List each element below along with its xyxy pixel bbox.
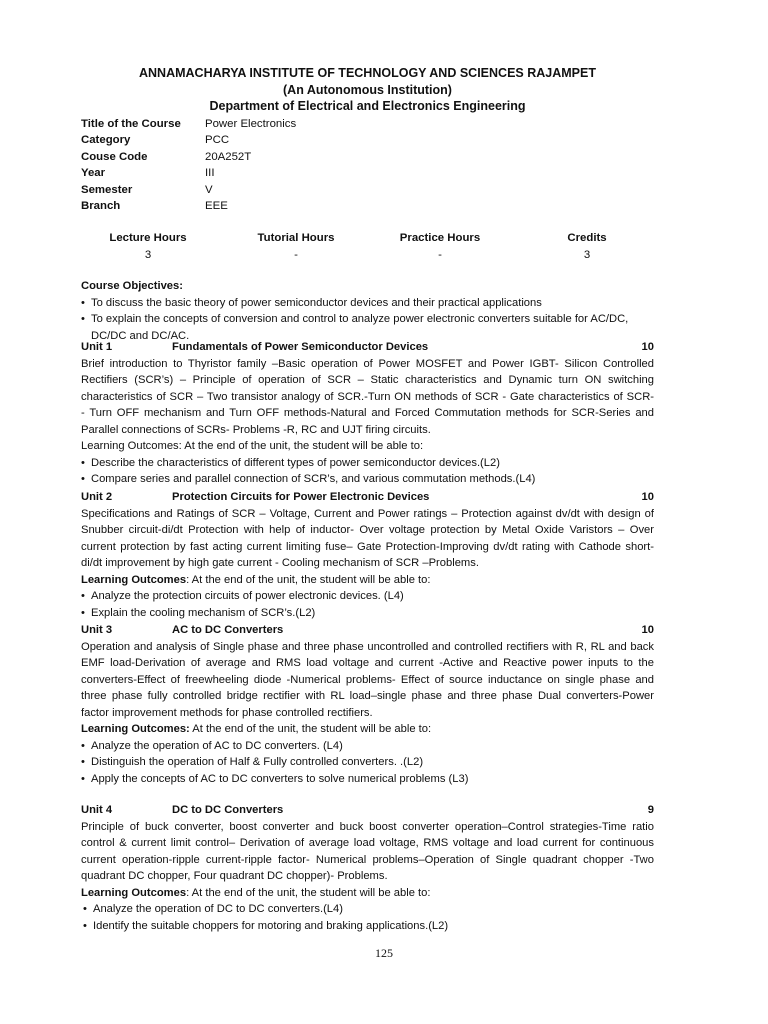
unit-2	[81, 489, 654, 621]
unit-1	[81, 339, 654, 488]
outcome-item: • Identify the suitable choppers for motoring and braking applications.(L2)	[83, 918, 654, 935]
learning-outcomes-intro: Learning Outcomes: At the end of the unit, the student will be able to:	[81, 723, 432, 735]
unit-heading	[81, 802, 654, 819]
unit-number: Unit 1	[81, 341, 113, 353]
unit-heading	[81, 622, 654, 639]
course-info-row: Couse Code 20A252T	[81, 150, 252, 163]
unit-title: Protection Circuits for Power Electronic Devices	[172, 491, 430, 503]
objective-item: • To discuss the basic theory of power semiconductor devices and their practical applications	[81, 295, 654, 312]
unit-hours: 10	[641, 341, 654, 353]
objective-item-continued: DC/DC and DC/AC.	[91, 329, 190, 342]
hours-value-credits: 3	[583, 249, 591, 261]
hours-header-tutorial: Tutorial Hours	[257, 232, 335, 244]
unit-title: AC to DC Converters	[172, 624, 284, 636]
unit-title: DC to DC Converters	[172, 804, 284, 816]
outcome-item: • Apply the concepts of AC to DC converters to solve numerical problems (L3)	[81, 771, 654, 788]
unit-hours: 10	[641, 491, 654, 503]
unit-hours: 9	[647, 804, 654, 816]
unit-heading	[81, 489, 654, 506]
unit-3	[81, 622, 654, 787]
hours-value-lecture: 3	[144, 249, 152, 261]
outcome-item: • Analyze the operation of AC to DC converters. (L4)	[81, 738, 654, 755]
course-info-row: Category PCC	[81, 134, 230, 147]
hours-value-tutorial: -	[294, 249, 298, 261]
hours-header-practice: Practice Hours	[399, 232, 481, 244]
unit-number: Unit 2	[81, 491, 113, 503]
learning-outcomes-intro: Learning Outcomes: At the end of the unit, the student will be able to:	[81, 573, 431, 586]
outcome-item: • Analyze the operation of DC to DC converters.(L4)	[83, 901, 654, 918]
unit-description: Operation and analysis of Single phase and three phase uncontrolled and controlled rectifiers with R, RL and back EMF load-Derivation of average and RMS load voltage and current -Active and Reactive power inputs to the converters-Effect of freewheeling diode -Numerical problems- Effect of source inductance on single phase and three phase fully controlled bridge rectifier with RL load–single phase and three phase Dual converters-Power factor improvement methods for phase controlled rectifiers.	[81, 640, 654, 719]
hours-header-credits: Credits	[567, 232, 607, 244]
unit-hours: 10	[641, 624, 654, 636]
course-info-row: Semester V	[81, 183, 213, 196]
course-info-row: Title of the Course Power Electronics	[81, 118, 297, 130]
outcome-item: • Describe the characteristics of different types of power semiconductor devices.(L2)	[81, 455, 654, 472]
department-name: Department of Electrical and Electronics Engineering	[209, 99, 526, 113]
outcome-item: • Analyze the protection circuits of power electronic devices. (L4)	[81, 588, 654, 605]
unit-description: Specifications and Ratings of SCR – Voltage, Current and Power ratings – Protection against dv/dt with design of Snubber circuit-di/dt Protection with help of inductor- Over voltage protection by Metal Oxide Varistors – Over current protection by fast acting current limiting fuse– Gate Protection-Improving dv/dt rating with Cathode short- di/dt improvement by high gate current - Cooling mechanism of SCR –Problems.	[81, 507, 654, 569]
course-info-row: Year III	[81, 167, 215, 180]
course-objectives	[81, 278, 654, 344]
page-number: 125	[375, 946, 393, 960]
institution-status: (An Autonomous Institution)	[283, 83, 452, 97]
objectives-title: Course Objectives:	[81, 280, 183, 292]
course-info	[81, 118, 481, 216]
hours-value-practice: -	[438, 249, 442, 261]
learning-outcomes-intro: Learning Outcomes: At the end of the unit, the student will be able to:	[81, 886, 431, 899]
unit-description: Brief introduction to Thyristor family –Basic operation of Power MOSFET and Power IGBT- Silicon Controlled Rectifiers (SCR’s) – Principle of operation of SCR – Static characteristics and Dynamic turn ON switching characteristics of SCR – Two transistor analogy of SCR.-Turn ON methods of SCR - Gate characteristics of SCR- - Turn OFF mechanism and Turn OFF methods-Natural and Forced Commutation methods for SCR-Series and Parallel connections of SCRs- Problems -R, RC and UJT firing circuits.	[81, 357, 654, 436]
unit-description: Principle of buck converter, boost converter and buck boost converter operation–Control strategies-Time ratio control & current limit control– Derivation of average load voltage, RMS voltage and load current for continuous current operation-ripple current-ripple factor- Numerical problems–Operation of Single quadrant chopper -Two quadrant DC chopper, Four quadrant DC chopper)- Problems.	[81, 820, 654, 882]
outcome-item: • Distinguish the operation of Half & Fully controlled converters. .(L2)	[81, 754, 654, 771]
hours-header-lecture: Lecture Hours	[109, 232, 187, 244]
unit-number: Unit 3	[81, 624, 113, 636]
unit-4	[81, 802, 654, 934]
learning-outcomes-intro: Learning Outcomes: At the end of the unit, the student will be able to:	[81, 440, 424, 452]
course-info-row: Branch EEE	[81, 199, 228, 212]
unit-heading	[81, 339, 654, 356]
unit-number: Unit 4	[81, 804, 113, 816]
outcome-item: • Explain the cooling mechanism of SCR’s.(L2)	[81, 605, 654, 622]
institution-name: ANNAMACHARYA INSTITUTE OF TECHNOLOGY AND SCIENCES RAJAMPET	[139, 66, 596, 80]
unit-title: Fundamentals of Power Semiconductor Devices	[172, 341, 429, 353]
outcome-item: • Compare series and parallel connection of SCR’s, and various commutation methods.(L4)	[81, 471, 654, 488]
objective-item: • To explain the concepts of conversion and control to analyze power electronic converters suitable for AC/DC,	[81, 311, 654, 328]
